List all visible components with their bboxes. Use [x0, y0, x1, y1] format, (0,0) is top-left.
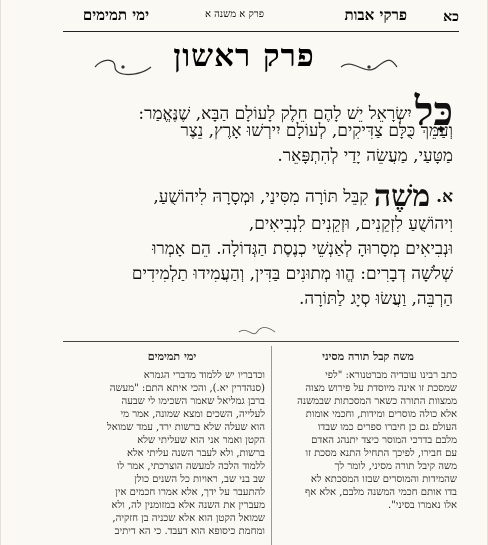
commentary-line: ומחמת כיסופא הוא דעבד. כי הא דיתיב — [114, 526, 265, 537]
commentary-left-column — [79, 350, 265, 538]
commentary-line: הקטן ואמר אני הוא שעליתי שלא — [137, 435, 265, 446]
page-number: כא — [443, 9, 459, 25]
commentary-line: מלבם בדרכי המוסר כיצד יתנהג האדם — [311, 435, 457, 446]
mishnah-section-line-1 — [81, 182, 453, 212]
commentary-line: ממצוות התורה כשאר המסכתות שבמשנה — [297, 396, 457, 407]
section-opening-word: משֶׁה — [373, 182, 431, 212]
commentary-line: אלא כולה מוסרים ומידות, וחכמי אומות — [305, 409, 457, 420]
commentary-line: ברשות, ולא לעבר השנה עליתי אלא — [126, 448, 265, 459]
commentary-line: ברבן גמליאל שאמר השכימו לי שבעה — [121, 396, 265, 407]
commentary-line: שהמידות והמוסרים שבזו המסכתא לא — [310, 474, 457, 485]
page-header — [63, 2, 459, 32]
mishnah-section-line-3: וּנְבִיאִים מְסָרוּהָ לְאַנְשֵׁי כְנֶסֶת הַגְּדוֹלָה. הֵם אָמְרוּ — [152, 239, 453, 259]
commentary-line: ללמוד הלכה למעשה הוצרכתי, אמר לו — [116, 461, 265, 472]
commentary-line: עם חבירו, לפיכך התחיל התנא מסכת זו — [305, 448, 457, 459]
book-name: פרקי אבות — [344, 6, 407, 24]
mishnah-section-line-2: וִיהוֹשֻׁעַ לִזְקֵנִים, וּזְקֵנִים לִנְבִיאִים, — [248, 214, 453, 234]
commentary-line: שב בני שב, ראויות כל השנים כולן — [134, 474, 265, 485]
right-column-heading: משה קבל תורה מסיני — [322, 350, 414, 363]
commentary-line: אלו נאמרו בסיני". — [387, 500, 457, 511]
commentary-line: מעברין את השנה אלא במזומנין לה, ולא — [111, 500, 265, 511]
commentary-line: וכדבריו יש ללמוד מדברי הגמרא — [143, 370, 265, 381]
commentary-line: משה קיבל תורה מסיני, לומר לך — [334, 461, 457, 472]
section-label: א. — [436, 187, 453, 207]
mishnah-location: פרק א משנה א — [204, 9, 264, 20]
commentary-line: העולם גם כן חיברו ספרים כמו שבדו — [317, 422, 457, 433]
header-divider — [63, 31, 459, 32]
running-title: ימי תמימים — [82, 6, 149, 24]
commentary-line: שמסכת זו אינה מיוסדת על פירוש מצוה — [305, 383, 457, 394]
left-flourish-icon — [93, 55, 153, 79]
commentary-line: לעלייה, השכים ומצא שמונה, אמר מי — [120, 409, 265, 420]
section-line-1-text: קִבֵּל תּוֹרָה מִסִּינַי, וּמְסָרָהּ לִיהוֹשֻׁעַ, — [153, 187, 369, 207]
commentary-line: שמואל הקטן הוא אלא שכניה בן חזקיה, — [112, 513, 265, 524]
commentary-line: הוא שעלה שלא ברשות ירד, עמד שמואל — [107, 422, 265, 433]
intro-line-1-text: יִשְׂרָאֵל יֵשׁ לָהֶם חֵלֶק לָעוֹלָם הַבָּא, שֶׁנֶּאֱמַר: — [138, 104, 412, 124]
commentary-divider — [63, 341, 459, 342]
left-column-body — [79, 369, 265, 538]
commentary-right-column — [279, 350, 457, 512]
chapter-title: פרק ראשון — [173, 38, 315, 74]
mishnah-intro-line-3: מַטָּעַי, מַעֲשֵׂה יָדַי לְהִתְפָּאֵר. — [277, 146, 453, 166]
column-divider — [271, 346, 272, 545]
opening-word: כָּל — [414, 92, 453, 132]
commentary-line: כתב רבינו עובדיה מברטנורא: "לפי — [325, 370, 457, 381]
section-ornament-icon — [237, 326, 277, 338]
right-column-body — [279, 369, 457, 512]
mishnah-intro-line-2: וְעַמֵּךְ כֻּלָּם צַדִּיקִים, לְעוֹלָם יִירְשׁוּ אָרֶץ, נֵצֶר — [180, 121, 453, 141]
mishnah-section-line-5: הַרְבֵּה, וַעֲשׂוּ סְיָג לַתּוֹרָה. — [298, 289, 453, 309]
mishnah-section-line-4: שְׁלֹשָׁה דְבָרִים: הֱווּ מְתוּנִים בַּדִּין, וְהַעֲמִידוּ תַלְמִידִים — [131, 264, 453, 284]
right-flourish-icon — [339, 55, 399, 79]
commentary-line: בדו אותם חכמי המשנה מלבם, אלא אף — [305, 487, 457, 498]
left-column-heading: ימי תמימים — [147, 350, 197, 363]
commentary-line: להתעבר על ידך, אלא אמרו חכמים אין — [115, 487, 265, 498]
commentary-line: (סנהדרין יא.), והכי איתא התם: "מעשה — [109, 383, 265, 394]
